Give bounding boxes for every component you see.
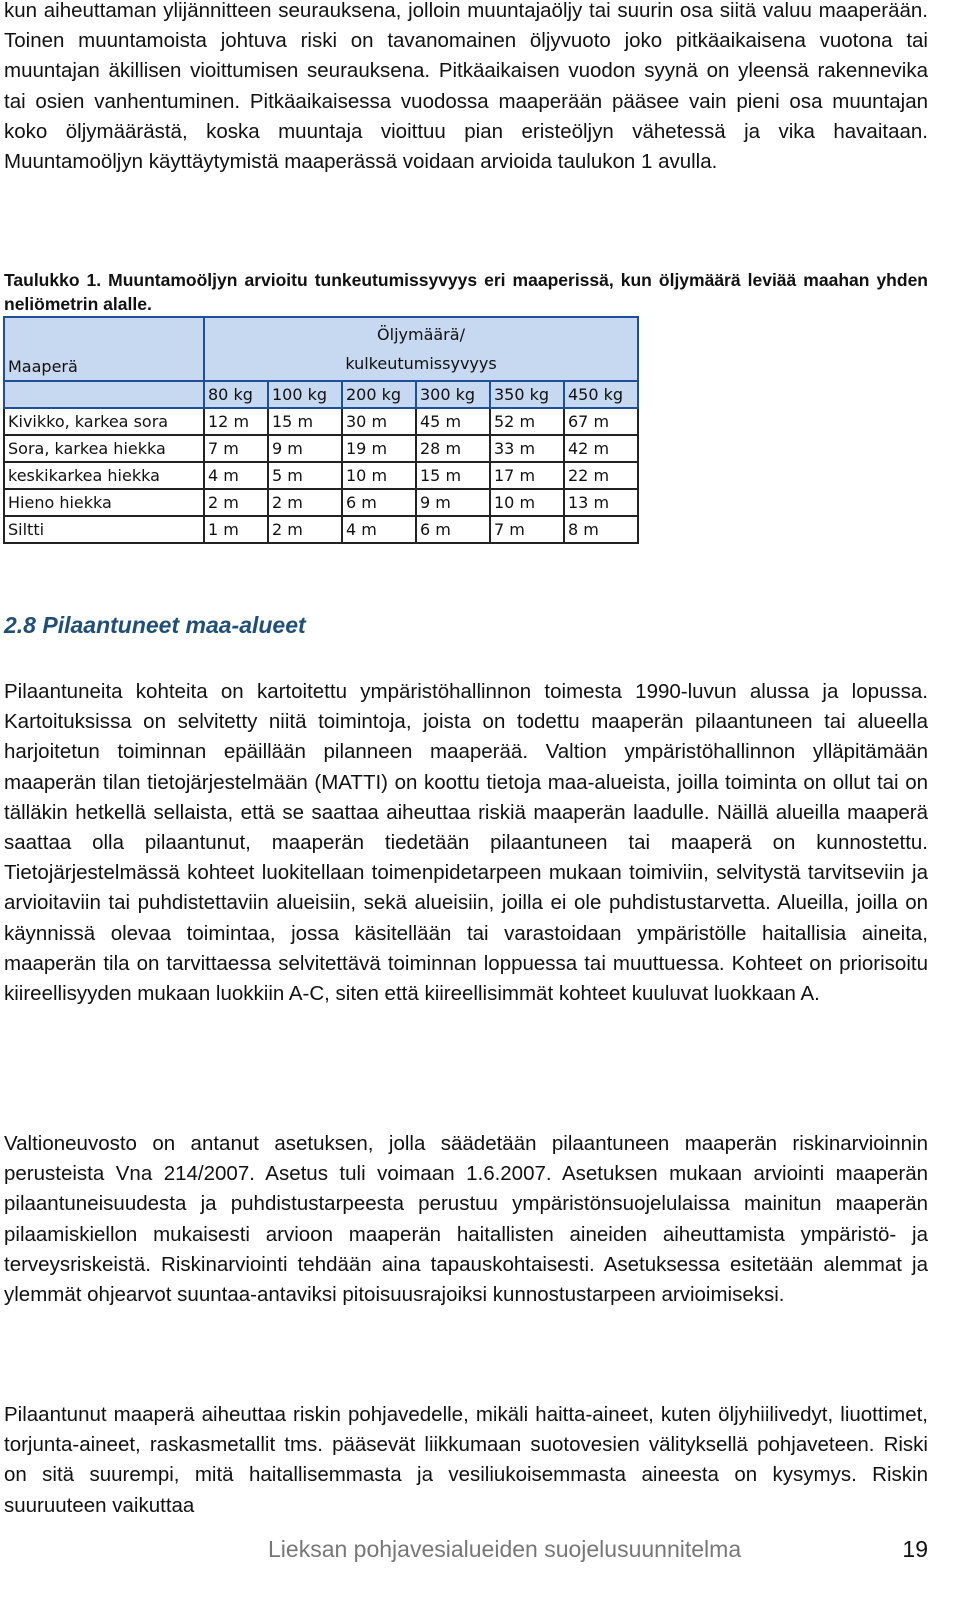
table-header-row	[4, 317, 638, 381]
table-cell: 9 m	[416, 489, 490, 516]
table-cell: 9 m	[268, 435, 342, 462]
footer-title: Lieksan pohjavesialueiden suojelusuunnitelma	[268, 1536, 742, 1562]
table-row	[4, 435, 638, 462]
header-oil-amount-line2: kulkeutumissyvyys	[345, 354, 497, 373]
table-cell: 52 m	[490, 408, 564, 435]
header-oil-amount	[204, 317, 638, 381]
column-header: 300 kg	[416, 381, 490, 408]
table-cell: 6 m	[416, 516, 490, 543]
soil-name: Siltti	[4, 516, 204, 543]
header-soil: Maaperä	[4, 317, 204, 381]
table-cell: 28 m	[416, 435, 490, 462]
table-row	[4, 408, 638, 435]
table-cell: 13 m	[564, 489, 638, 516]
section-paragraph: Pilaantuneita kohteita on kartoitettu ympäristöhallinnon toimesta 1990-luvun alussa ja lopussa. Kartoituksissa on selvitetty niitä toimintoja, joista on todettu maaperän pilaantuneen tai alueella harjoitetun toiminnan epäillään pilanneen maaperää. Valtion ympäristöhallinnon ylläpitämään maaperän tilan tietojärjestelmään (MATTI) on koottu tietoja maa-alueista, joilla toiminta on ollut tai on tälläkin hetkellä sellaista, että se saattaa aiheuttaa riskiä maaperän laadulle. Näillä alueilla maaperä saattaa olla pilaantunut, maaperän tiedetään pilaantuneen tai maaperä on kunnostettu. Tietojärjestelmässä kohteet luokitellaan toimenpidetarpeen mukaan toimiviin, selvitystä tarvitseviin ja arvioitaviin tai puhdistettaviin alueisiin, sekä alueisiin, joilla ei ole puhdistustarvetta. Alueilla, joilla on käynnissä olevaa toimintaa, jossa käsitellään tai varastoidaan ympäristölle haitallisia aineita, maaperän tila on tarvittaessa selvitettävä toiminnan loppuessa tai muuttuessa. Kohteet on priorisoitu kiireellisyyden mukaan luokkiin A-C, siten että kiireellisimmät kohteet kuuluvat luokkaan A.	[4, 680, 928, 1006]
intro-paragraph: kun aiheuttaman ylijännitteen seurauksena, jolloin muuntajaöljy tai suurin osa siitä valuu maaperään. Toinen muuntamoista johtuva riski on tavanomainen öljyvuoto joko pitkäaikaisena vuotona tai muuntajan äkillisen vioittumisen seurauksena. Pitkäaikaisen vuodon syynä on yleensä rakennevika tai osien vanhentuminen. Pitkäaikaisessa vuodossa maaperään pääsee vain pieni osa muuntajan koko öljymäärästä, koska muuntaja vioittuu pian eristeöljyn vähetessä ja vika havaitaan. Muuntamoöljyn käyttäytymistä maaperässä voidaan arvioida taulukon 1 avulla.	[4, 0, 928, 174]
oil-penetration-table	[3, 316, 639, 544]
table-cell: 45 m	[416, 408, 490, 435]
table-cell: 6 m	[342, 489, 416, 516]
section-paragraph: Pilaantunut maaperä aiheuttaa riskin pohjavedelle, mikäli haitta-aineet, kuten öljyhiilivedyt, liuottimet, torjunta-aineet, raskasmetallit tms. pääsevät liikkumaan suotovesien välityksellä pohjaveteen. Riski on sitä suurempi, mitä haitallisemmasta ja vesiliukoisemmasta aineesta on kysymys. Riskin suuruuteen vaikuttaa	[4, 1403, 928, 1517]
table-cell: 22 m	[564, 462, 638, 489]
header-oil-amount-line1: Öljymäärä/	[377, 325, 465, 344]
subheader-empty	[4, 381, 204, 408]
table-cell: 2 m	[268, 489, 342, 516]
section-title: 2.8 Pilaantuneet maa-alueet	[4, 612, 306, 638]
table-caption: Taulukko 1. Muuntamoöljyn arvioitu tunkeutumissyvyys eri maaperissä, kun öljymäärä leviää maahan yhden neliömetrin alalle.	[4, 270, 928, 314]
table-cell: 8 m	[564, 516, 638, 543]
table-cell: 30 m	[342, 408, 416, 435]
table-cell: 19 m	[342, 435, 416, 462]
table-cell: 4 m	[342, 516, 416, 543]
table-cell: 33 m	[490, 435, 564, 462]
table-cell: 5 m	[268, 462, 342, 489]
table-cell: 12 m	[204, 408, 268, 435]
soil-name: Kivikko, karkea sora	[4, 408, 204, 435]
table-cell: 7 m	[204, 435, 268, 462]
table-cell: 1 m	[204, 516, 268, 543]
table-cell: 42 m	[564, 435, 638, 462]
table-row	[4, 516, 638, 543]
column-header: 450 kg	[564, 381, 638, 408]
table-cell: 7 m	[490, 516, 564, 543]
table-row	[4, 489, 638, 516]
soil-name: Hieno hiekka	[4, 489, 204, 516]
table-cell: 2 m	[204, 489, 268, 516]
soil-name: Sora, karkea hiekka	[4, 435, 204, 462]
table-row	[4, 462, 638, 489]
table-subheader-row	[4, 381, 638, 408]
table-cell: 67 m	[564, 408, 638, 435]
table-cell: 15 m	[416, 462, 490, 489]
column-header: 80 kg	[204, 381, 268, 408]
column-header: 200 kg	[342, 381, 416, 408]
table-cell: 2 m	[268, 516, 342, 543]
section-paragraph: Valtioneuvosto on antanut asetuksen, jolla säädetään pilaantuneen maaperän riskinarvioinnin perusteista Vna 214/2007. Asetus tuli voimaan 1.6.2007. Asetuksen mukaan arviointi maaperän pilaantuneisuudesta ja puhdistustarpeesta perustuu ympäristönsuojelulaissa mainitun maaperän pilaamiskiellon mukaisesti arvioon maaperän haitallisten aineiden aiheuttamista ympäristö- ja terveysriskeistä. Riskinarviointi tehdään aina tapauskohtaisesti. Asetuksessa esitetään alemmat ja ylemmät ohjearvot suuntaa-antaviksi pitoisuusrajoiksi kunnostustarpeen arvioimiseksi.	[4, 1132, 928, 1307]
column-header: 350 kg	[490, 381, 564, 408]
soil-name: keskikarkea hiekka	[4, 462, 204, 489]
table-cell: 15 m	[268, 408, 342, 435]
table-cell: 4 m	[204, 462, 268, 489]
table-cell: 10 m	[342, 462, 416, 489]
column-header: 100 kg	[268, 381, 342, 408]
table-cell: 17 m	[490, 462, 564, 489]
page-number: 19	[902, 1536, 928, 1562]
table-cell: 10 m	[490, 489, 564, 516]
